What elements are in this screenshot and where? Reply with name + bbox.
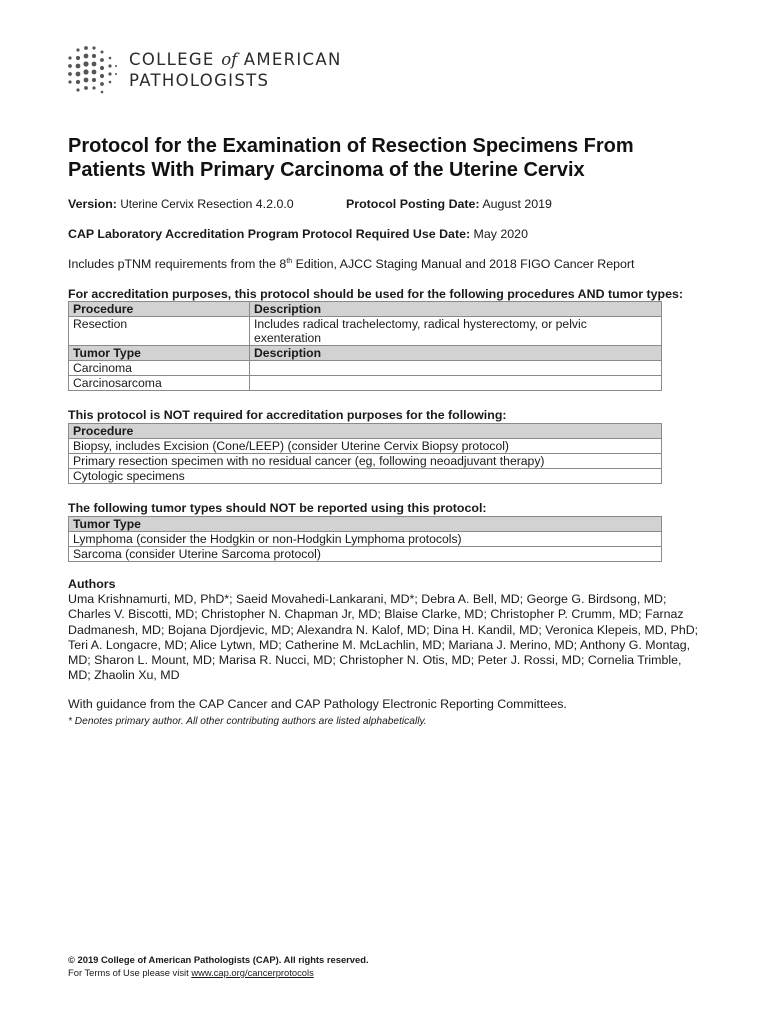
- accreditation-table: [68, 301, 662, 391]
- primary-author-note: * Denotes primary author. All other contributing authors are listed alphabetically.: [68, 716, 427, 727]
- not-required-table: [68, 423, 662, 484]
- table-row: Sarcoma (consider Uterine Sarcoma protocol): [69, 547, 662, 562]
- table-header-row: Tumor Type Description: [69, 346, 662, 361]
- table-row: Carcinoma: [69, 361, 662, 376]
- not-reported-table: [68, 516, 662, 562]
- version-line: Version: Uterine Cervix Resection 4.2.0.0: [68, 197, 294, 211]
- table-header-row: Procedure Description: [69, 302, 662, 317]
- cap-wordmark: COLLEGE of AMERICAN PATHOLOGISTS: [129, 50, 342, 90]
- table-row: Lymphoma (consider the Hodgkin or non-Hodgkin Lymphoma protocols): [69, 532, 662, 547]
- authors-list: Uma Krishnamurti, MD, PhD*; Saeid Movahedi-Lankarani, MD*; Debra A. Bell, MD; George G. Birdsong, MD; Charles V. Biscotti, MD; Christopher N. Chapman Jr, MD; Blaise Clarke, MD; Christopher P. Crumm, MD; Farnaz Dadmanesh, MD; Bojana Djordjevic, MD; Alexandra N. Kalof, MD; Dina H. Kandil, MD; Veronica Klepeis, MD, PhD; Teri A. Longacre, MD; Alice Lytwn, MD; Catherine M. McLachlin, MD; Mariana J. Merino, MD; Anthony G. Montag, MD; Sharon L. Mount, MD; Marisa R. Nucci, MD; Christopher N. Otis, MD; Peter J. Rossi, MD; Cornelia Trimble, MD; Zhaolin Xu, MD: [68, 592, 699, 683]
- terms-link[interactable]: www.cap.org/cancerprotocols: [191, 967, 314, 978]
- terms-of-use: For Terms of Use please visit www.cap.org/cancerprotocols: [68, 967, 314, 978]
- table-header-row: Tumor Type: [69, 517, 662, 532]
- required-use-date: CAP Laboratory Accreditation Program Protocol Required Use Date: May 2020: [68, 227, 528, 241]
- table-row: Resection Includes radical trachelectomy, radical hysterectomy, or pelvic exenteration: [69, 317, 662, 346]
- not-reported-heading: The following tumor types should NOT be reported using this protocol:: [68, 501, 487, 515]
- cap-dot-logo-icon: [66, 44, 118, 96]
- table-row: Primary resection specimen with no residual cancer (eg, following neoadjuvant therapy): [69, 454, 662, 469]
- table-row: Cytologic specimens: [69, 469, 662, 484]
- copyright: © 2019 College of American Pathologists (CAP). All rights reserved.: [68, 954, 369, 965]
- accreditation-heading: For accreditation purposes, this protocol should be used for the following procedures AND tumor types:: [68, 287, 683, 301]
- not-required-heading: This protocol is NOT required for accreditation purposes for the following:: [68, 408, 507, 422]
- authors-heading: Authors: [68, 577, 116, 591]
- page-title: Protocol for the Examination of Resection Specimens From Patients With Primary Carcinoma of the Uterine Cervix: [68, 135, 634, 181]
- cap-logo: [66, 44, 342, 96]
- guidance-text: With guidance from the CAP Cancer and CAP Pathology Electronic Reporting Committees.: [68, 697, 567, 711]
- table-row: Biopsy, includes Excision (Cone/LEEP) (consider Uterine Cervix Biopsy protocol): [69, 439, 662, 454]
- posting-date: Protocol Posting Date: August 2019: [346, 197, 552, 211]
- table-row: Carcinosarcoma: [69, 376, 662, 391]
- table-header-row: Procedure: [69, 424, 662, 439]
- includes-line: Includes pTNM requirements from the 8th Edition, AJCC Staging Manual and 2018 FIGO Cancer Report: [68, 257, 635, 271]
